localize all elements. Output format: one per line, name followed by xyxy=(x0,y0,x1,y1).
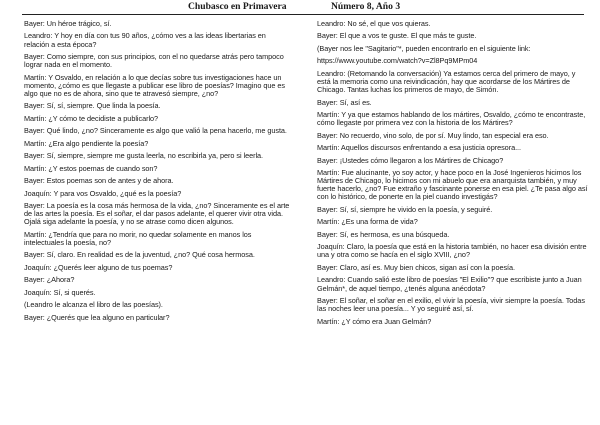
paragraph: Martín: ¿Y cómo era Juan Gelmán? xyxy=(317,316,432,326)
paragraph: Martín: Aquellos discursos enfrentando a esa justicia opresora... xyxy=(317,143,522,153)
header-rule xyxy=(22,14,584,15)
paragraph: Bayer: Claro, así es. Muy bien chicos, sigan así con la poesía. xyxy=(317,262,516,272)
paragraph: Bayer: El soñar, el soñar en el exilio, el vivir la poesía, vivir siempre la poesía. Todas las noches leer una poesía... Y yo seguiré así, sí. xyxy=(317,295,585,314)
paragraph: Leandro: Cuando salió este libro de poesías "El Exilio"? que escribiste junto a Juan Gelmán*, de aquel tiempo, ¿tenés alguna anécdota? xyxy=(317,275,582,293)
paragraph: Martín: ¿Tendría que para no morir, no quedar solamente en manos los intelectuales la poesía, no? xyxy=(24,229,252,247)
paragraph: Bayer: ¿Ahora? xyxy=(24,275,75,285)
paragraph: Bayer: Un héroe trágico, sí. xyxy=(24,20,112,28)
paragraph: Bayer: Sí, siempre, siempre me gusta leerla, no escribirla ya, pero si leerla. xyxy=(24,151,264,161)
paragraph: Martín: Fue alucinante, yo soy actor, y hace poco en la José Ingenieros hicimos los Mártires de Chicago, lo hicimos con mi abuelo que era anarquista también, y muy fuerte hacerlo, ¿no? Fue extraño y fascinante ponerse en esa piel. ¿Te pasa algo así con lo histórico, de ponerte en la piel cuando investigás? xyxy=(317,168,588,202)
paragraph: Joaquín: Y para vos Osvaldo, ¿qué es la poesía? xyxy=(24,188,182,198)
paragraph: Leandro: Y hoy en día con tus 90 años, ¿cómo ves a las ideas libertarias en relación a esta época? xyxy=(24,31,266,49)
paragraph: Bayer: La poesía es la cosa más hermosa de la vida, ¿no? Sinceramente es el arte de las artes la poesía. Es el soñar, el dar pasos adelante, el querer vivir otra vida. Ojalá siga adelante la poesía, y no se atrase como dicen algunos. xyxy=(24,201,290,227)
paragraph: Bayer: ¿Querés que lea alguno en particular? xyxy=(24,312,170,322)
paragraph: Leandro: (Retomando la conversación) Ya estamos cerca del primero de mayo, y está la memoria como una reivindicación, hay que acordarse de los Mártires de Chicago. Tantas luchas los primeros de mayo, de Simón. xyxy=(317,68,576,95)
paragraph: Bayer: ¡Ustedes cómo llegaron a los Mártires de Chicago? xyxy=(317,155,504,165)
page-header xyxy=(0,0,600,16)
video-link[interactable]: https://www.youtube.com/watch?v=Zl8Pq9MPm04 xyxy=(317,56,478,66)
paragraph: Bayer: No recuerdo, vino solo, de por sí. Muy lindo, tan especial era eso. xyxy=(317,130,549,140)
paragraph: Bayer: Sí, sí, siempre he vivido en la poesía, y seguiré. xyxy=(317,204,493,214)
paragraph: (Leandro le alcanza el libro de las poesías). xyxy=(24,300,163,310)
paragraph: (Bayer nos lee "Sagitario"*, pueden encontrarlo en el siguiente link: xyxy=(317,43,531,53)
paragraph: Martín: Y ya que estamos hablando de los mártires, Osvaldo, ¿cómo te encontraste, cómo llegaste por primera vez con la historia de los Mártires? xyxy=(317,110,586,128)
right-column xyxy=(317,20,589,423)
paragraph: Martín: ¿Y estos poemas de cuando son? xyxy=(24,163,158,173)
issue-number: Número 8, Año 3 xyxy=(331,1,401,12)
paragraph: Bayer: Estos poemas son de antes y de ahora. xyxy=(24,176,174,186)
paragraph: Bayer: Como siempre, con sus principios, con el no quedarse atrás pero tampoco lograr nada en el momento. xyxy=(24,52,284,70)
paragraph: Bayer: Sí, es hermosa, es una búsqueda. xyxy=(317,229,450,239)
paragraph: Martín: ¿Era algo pendiente la poesía? xyxy=(24,138,149,148)
left-column xyxy=(24,20,292,423)
journal-title: Chubasco en Primavera xyxy=(188,1,287,12)
paragraph: Bayer: Sí, claro. En realidad es de la juventud, ¿no? Qué cosa hermosa. xyxy=(24,250,255,260)
paragraph: Bayer: El que a vos te guste. El que más te guste. xyxy=(317,31,477,41)
paragraph: Joaquín: Claro, la poesía que está en la historia también, no hacer esa división entre una y otra como se hacía en el siglo XVIII, ¿no? xyxy=(317,242,587,260)
paragraph: Martín: ¿Es una forma de vida? xyxy=(317,217,418,227)
paragraph: Bayer: Sí, así es. xyxy=(317,97,372,107)
paragraph: Leandro: No sé, el que vos quieras. xyxy=(317,20,431,28)
paragraph: Martín: Y Osvaldo, en relación a lo que decías sobre tus investigaciones hace un momento, ¿cómo es que llegaste a publicar ese libro de poesías? Imagino que es algo que no es de ahora, sino que te atravesó siempre, ¿no? xyxy=(24,72,285,98)
paragraph: Joaquín: ¿Querés leer alguno de tus poemas? xyxy=(24,262,173,272)
paragraph: Joaquín: Sí, si querés. xyxy=(24,287,96,297)
paragraph: Bayer: Sí, sí, siempre. Que linda la poesía. xyxy=(24,101,161,111)
paragraph: Bayer: Qué lindo, ¿no? Sinceramente es algo que valió la pena hacerlo, me gusta. xyxy=(24,126,287,136)
paragraph: Martín: ¿Y cómo te decidiste a publicarlo? xyxy=(24,113,159,123)
